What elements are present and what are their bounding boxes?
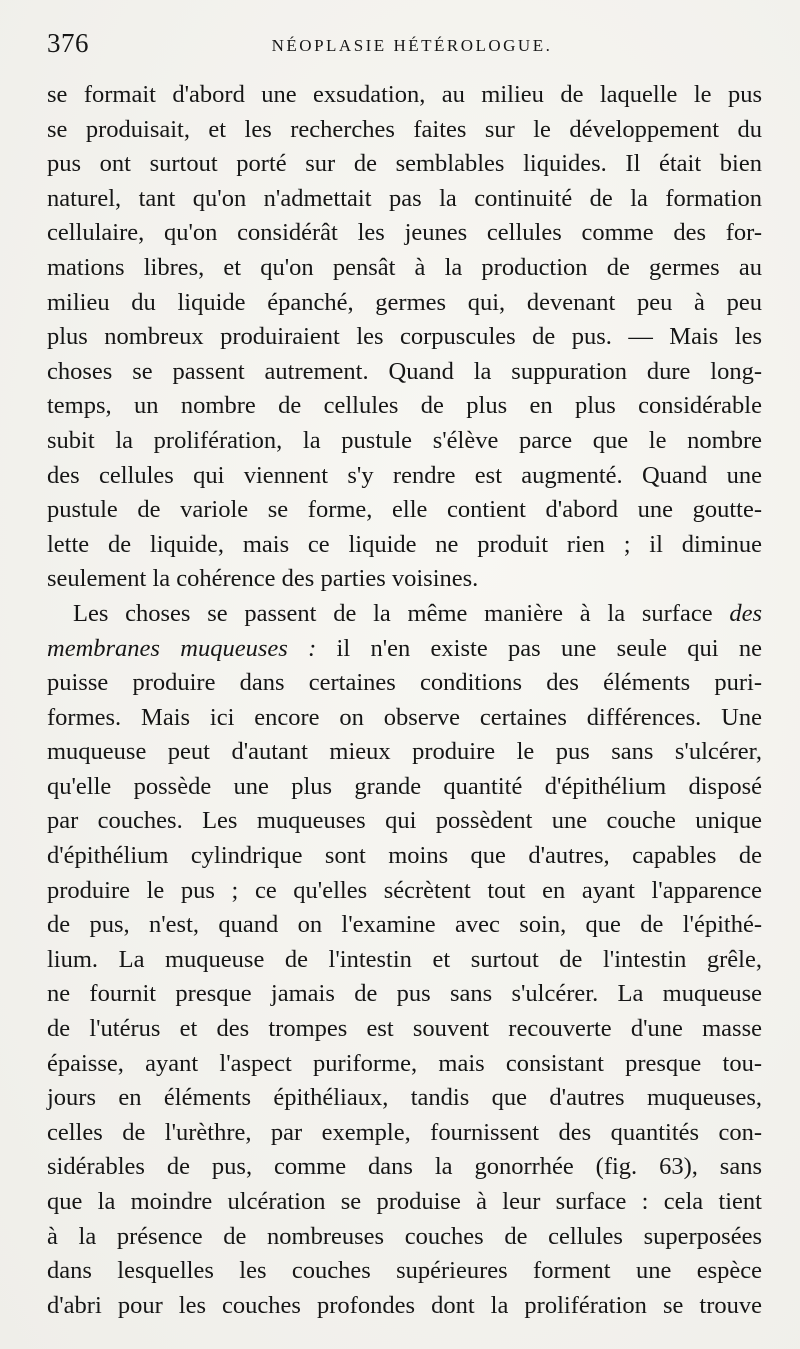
text-line: pus ont surtout porté sur de semblables liquides. Il était bien [47,150,762,178]
running-head: NÉOPLASIE HÉTÉROLOGUE. [271,36,553,55]
text-line: de l'utérus et des trompes est souvent recouverte d'une masse [47,1015,762,1043]
italic-text: membranes muqueuses : [47,634,317,662]
text-line: dans lesquelles les couches supérieures forment une espèce [47,1257,762,1285]
text-line: de pus, n'est, quand on l'examine avec soin, que de l'épithé- [47,911,762,939]
text-line: seulement la cohérence des parties voisines. [47,565,479,593]
text-line: que la moindre ulcération se produise à leur surface : cela tient [47,1188,762,1215]
text-line: naturel, tant qu'on n'admettait pas la continuité de la formation [47,184,762,212]
text-line: choses se passent autrement. Quand la suppuration dure long- [47,357,762,385]
text-line: puisse produire dans certaines conditions des éléments puri- [47,669,762,697]
text-line: pustule de variole se forme, elle contient d'abord une goutte- [47,496,762,524]
text-line: plus nombreux produiraient les corpuscules de pus. — Mais les [47,323,762,351]
text-line: à la présence de nombreuses couches de cellules superposées [47,1222,762,1250]
text-line [47,632,762,667]
text-line: mations libres, et qu'on pensât à la production de germes au [47,253,762,281]
text-line: par couches. Les muqueuses qui possèdent une couche unique [47,807,762,835]
text-line: lette de liquide, mais ce liquide ne produit rien ; il diminue [47,530,762,558]
text-line: d'abri pour les couches profondes dont la prolifération se trouve [47,1291,762,1319]
italic-text: des [729,599,762,627]
text-line: temps, un nombre de cellules de plus en plus considérable [47,392,762,420]
text-line: épaisse, ayant l'aspect puriforme, mais consistant presque tou- [47,1049,762,1077]
paragraph-1 [47,78,762,597]
text-line: sidérables de pus, comme dans la gonorrhée (fig. 63), sans [47,1153,762,1181]
text-line: se formait d'abord une exsudation, au milieu de laquelle le pus [47,81,762,108]
text-line: des cellules qui viennent s'y rendre est augmenté. Quand une [47,461,762,489]
text-line: subit la prolifération, la pustule s'élève parce que le nombre [47,426,762,454]
text-line: produire le pus ; ce qu'elles sécrètent tout en ayant l'apparence [47,876,762,904]
text-line: celles de l'urèthre, par exemple, fournissent des quantités con- [47,1118,762,1146]
text-line: d'épithélium cylindrique sont moins que d'autres, capables de [47,842,762,870]
page-header [47,28,757,68]
text-line [47,597,762,632]
text-line: milieu du liquide épanché, germes qui, devenant peu à peu [47,288,762,316]
text-line: qu'elle possède une plus grande quantité d'épithélium disposé [47,772,762,800]
text-line: se produisait, et les recherches faites sur le développement du [47,115,762,143]
text-line: cellulaire, qu'on considérât les jeunes cellules comme des for- [47,219,762,247]
paragraph-2 [47,597,762,1323]
page-number: 376 [47,28,89,58]
body-text [47,78,762,1323]
text-line: ne fournit presque jamais de pus sans s'ulcérer. La muqueuse [47,980,762,1008]
text-line: jours en éléments épithéliaux, tandis que d'autres muqueuses, [47,1084,762,1112]
text-line: formes. Mais ici encore on observe certaines différences. Une [47,703,762,731]
line-text: il n'en existe pas une seule qui ne [336,634,763,662]
text-line: lium. La muqueuse de l'intestin et surtout de l'intestin grêle, [47,945,762,973]
text-line: muqueuse peut d'autant mieux produire le pus sans s'ulcérer, [47,738,762,766]
line-text: Les choses se passent de la même manière à la surface [73,599,713,627]
